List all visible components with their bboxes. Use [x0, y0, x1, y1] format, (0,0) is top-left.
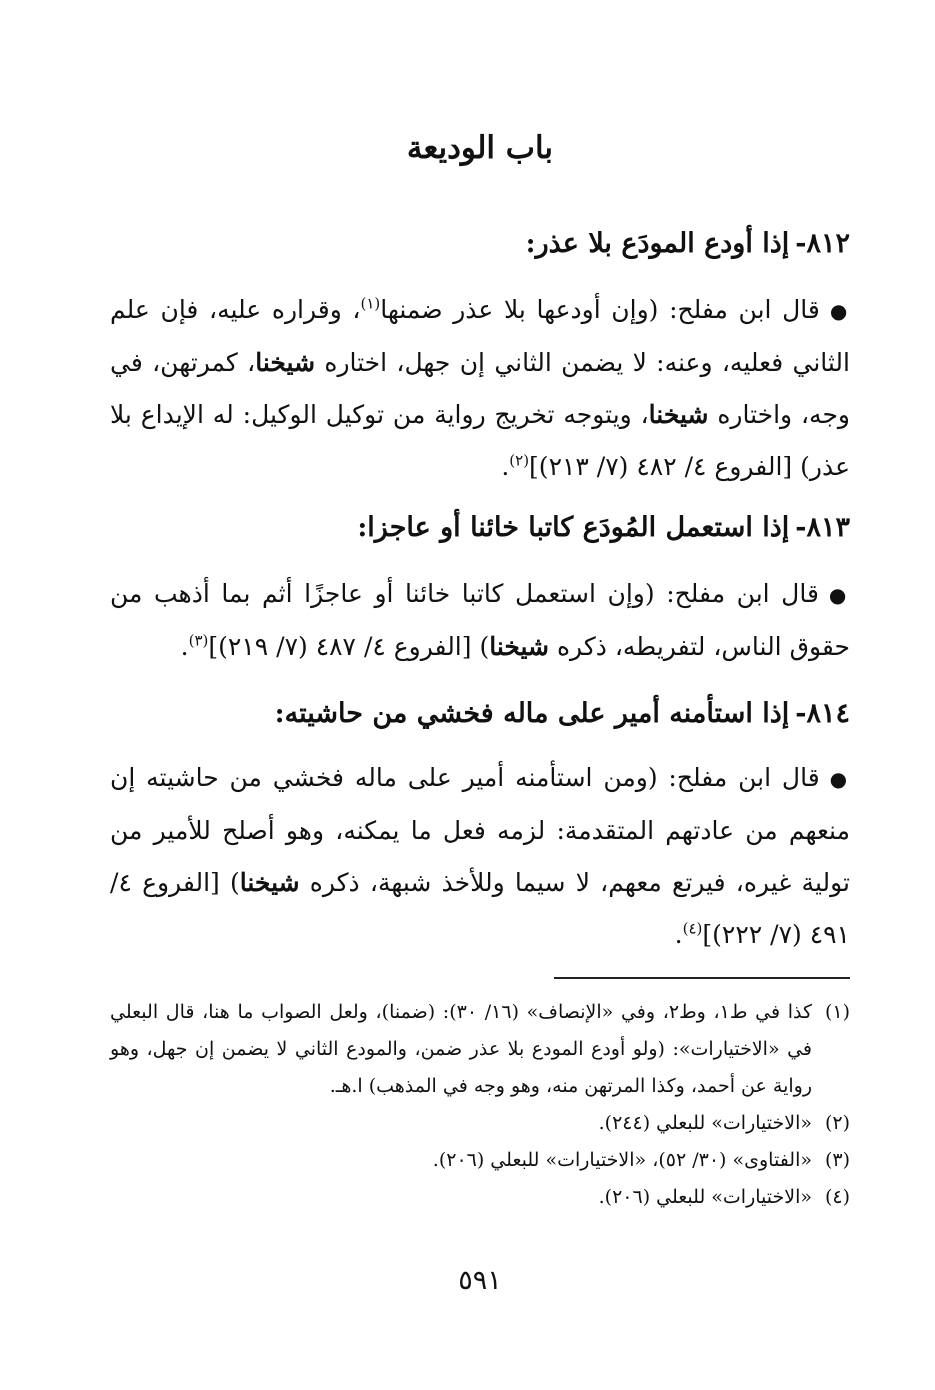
shaykh-highlight: شيخنا	[489, 632, 550, 661]
bullet-icon: ●	[829, 767, 851, 791]
section-heading-813	[110, 506, 850, 550]
chapter-title: باب الوديعة	[406, 130, 554, 166]
footnote-ref[interactable]: (٤)	[682, 919, 703, 938]
section-heading-text: إذا أودع المودَع بلا عذر:	[525, 228, 790, 259]
shaykh-highlight: شيخنا	[255, 348, 316, 377]
footnote-divider	[554, 977, 850, 979]
section-paragraph-814	[110, 752, 850, 961]
footnote-text: «الاختيارات» للبعلي (٢٠٦).	[598, 1186, 812, 1208]
footnote-text: «الاختيارات» للبعلي (٢٤٤).	[598, 1112, 812, 1134]
paragraph-end: .	[674, 920, 683, 949]
paragraph-text: قال ابن مفلح: (وإن أودعها بلا عذر ضمنها	[380, 295, 820, 324]
book-page	[110, 0, 850, 1390]
page-number: ٥٩١	[458, 1265, 502, 1296]
footnote-number: (٤)	[824, 1186, 850, 1208]
paragraph-text: قال ابن مفلح: (ومن استأمنه أمير على ماله فخشي من حاشيته إن منعهم من عادتهم المتقدمة: لزمه فعل ما يمكنه، وهو أصلح للأمير من تولية غيره، فيرتع معهم، لا سيما وللأخذ شبهة، ذكره	[110, 763, 850, 897]
section-heading-814	[110, 692, 850, 736]
section-number: ٨١٣-	[795, 512, 850, 543]
footnote-number: (٢)	[824, 1112, 850, 1134]
bullet-icon: ●	[829, 299, 850, 323]
footnote-item	[110, 1179, 850, 1216]
footnote-item	[110, 1142, 850, 1179]
paragraph-end: .	[501, 452, 510, 481]
shaykh-highlight: شيخنا	[648, 400, 709, 429]
footnote-text: كذا في ط١، وط٢، وفي «الإنصاف» (١٦/ ٣٠): (ضمنا)، ولعل الصواب ما هنا، قال البعلي في «الاختيارات»: (ولو أودع المودع بلا عذر ضمن، والمودع الثاني لا يضمن إن جهل، وهو رواية عن أحمد، وكذا المرتهن منه، وهو وجه في المذهب) ا.هـ.	[110, 1001, 813, 1097]
paragraph-text: ، ويتوجه تخريج رواية من توكيل الوكيل: له الإيداع بلا عذر) [الفروع ٤/ ٤٨٢ (٧/ ٢١٣)]	[110, 400, 850, 481]
section-paragraph-813	[110, 568, 850, 673]
footnote-ref[interactable]: (٣)	[188, 631, 209, 650]
footnote-number: (٣)	[824, 1149, 850, 1171]
paragraph-text: قال ابن مفلح: (وإن استعمل كاتبا خائنا أو عاجزًا أثم بما أذهب من حقوق الناس، لتفريطه، ذكره	[110, 579, 850, 661]
footnote-text: «الفتاوى» (٣٠/ ٥٢)، «الاختيارات» للبعلي (٢٠٦).	[432, 1149, 812, 1171]
section-number: ٨١٤-	[795, 698, 850, 729]
footnotes	[110, 994, 850, 1216]
paragraph-end: .	[180, 632, 189, 661]
footnote-number: (١)	[824, 1001, 850, 1023]
paragraph-text: ، كمرتهن، في وجه، واختاره	[110, 348, 850, 429]
section-paragraph-812	[110, 284, 850, 493]
footnote-ref[interactable]: (١)	[360, 294, 381, 313]
section-heading-text: إذا استعمل المُودَع كاتبا خائنا أو عاجزا:	[357, 512, 790, 543]
section-number: ٨١٢-	[795, 228, 850, 259]
paragraph-text: ) [الفروع ٤/ ٤٩١ (٧/ ٢٢٢)]	[110, 868, 850, 949]
section-heading-text: إذا استأمنه أمير على ماله فخشي من حاشيته:	[274, 698, 790, 729]
footnote-ref[interactable]: (٢)	[509, 451, 530, 470]
shaykh-highlight: شيخنا	[239, 868, 300, 897]
bullet-icon: ●	[828, 583, 851, 607]
paragraph-text: ، وقراره عليه، فإن علم الثاني فعليه، وعنه: لا يضمن الثاني إن جهل، اختاره	[110, 295, 851, 377]
footnote-item	[110, 994, 850, 1105]
paragraph-text: ) [الفروع ٤/ ٤٨٧ (٧/ ٢١٩)]	[208, 632, 490, 661]
section-heading-812	[110, 222, 850, 266]
footnote-item	[110, 1105, 850, 1142]
